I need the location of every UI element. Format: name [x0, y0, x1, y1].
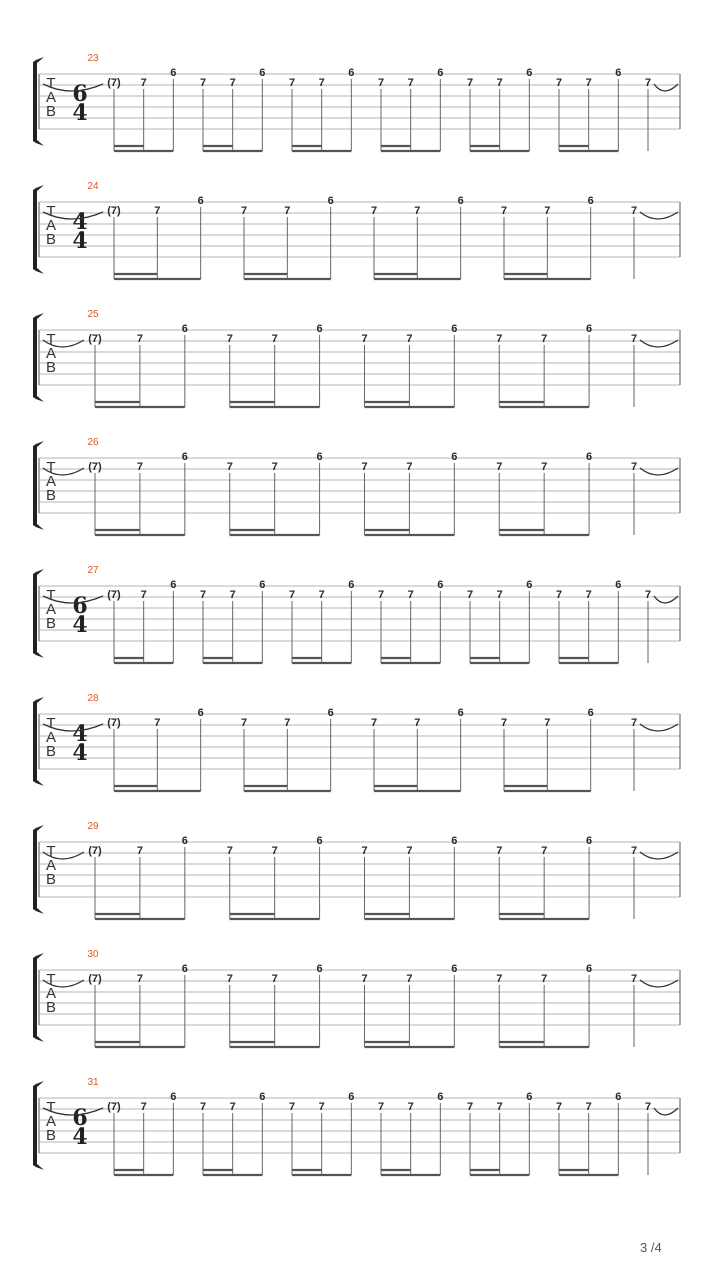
- fret-number: 7: [406, 973, 413, 985]
- fret-number: 7: [361, 333, 368, 345]
- fret-number-tied: (7): [88, 845, 102, 857]
- fret-number: 6: [259, 67, 266, 79]
- fret-number: 7: [140, 77, 147, 89]
- fret-number: 7: [496, 77, 503, 89]
- fret-number: 6: [451, 323, 458, 335]
- measure-number: 25: [87, 309, 99, 320]
- fret-number: 7: [406, 461, 413, 473]
- fret-number: 7: [318, 1101, 325, 1113]
- fret-number: 7: [140, 1101, 147, 1113]
- fret-number: 6: [615, 579, 622, 591]
- fret-number: 7: [361, 461, 368, 473]
- fret-number: 7: [644, 77, 652, 89]
- fret-number: 6: [437, 579, 444, 591]
- fret-number: 7: [271, 333, 278, 345]
- fret-number: 7: [414, 717, 421, 729]
- fret-number: 7: [136, 845, 143, 857]
- fret-number: 6: [327, 707, 334, 719]
- measure-number: 23: [87, 53, 99, 64]
- measure-number: 31: [87, 1077, 99, 1088]
- fret-number: 7: [226, 973, 233, 985]
- fret-number: 7: [630, 845, 638, 857]
- fret-number: 6: [327, 195, 334, 207]
- tab-letter: T: [46, 843, 56, 860]
- fret-number: 7: [555, 1101, 563, 1113]
- fret-number: 7: [229, 589, 236, 601]
- tab-letter: B: [45, 487, 57, 504]
- fret-number-tied: (7): [88, 461, 102, 473]
- fret-number: 7: [541, 845, 548, 857]
- fret-number: 7: [140, 589, 147, 601]
- time-signature-top: 6: [72, 81, 88, 107]
- fret-number: 7: [407, 1101, 414, 1113]
- time-signature-top: 6: [72, 593, 88, 619]
- tab-letter: A: [45, 729, 57, 746]
- fret-number: 6: [457, 195, 464, 207]
- fret-number: 6: [170, 1091, 177, 1103]
- fret-number: 7: [544, 717, 551, 729]
- fret-number-tied: (7): [107, 1101, 121, 1113]
- fret-number-tied: (7): [107, 717, 121, 729]
- tab-letter: B: [45, 999, 57, 1016]
- fret-number: 6: [316, 835, 323, 847]
- fret-number: 7: [466, 589, 474, 601]
- fret-number: 7: [271, 845, 278, 857]
- fret-number: 6: [181, 835, 188, 847]
- fret-number: 7: [318, 77, 325, 89]
- fret-number: 6: [451, 451, 458, 463]
- measure-number: 24: [87, 181, 99, 192]
- fret-number: 7: [240, 205, 248, 217]
- fret-number: 6: [587, 707, 594, 719]
- fret-number: 6: [451, 963, 458, 975]
- fret-number: 7: [199, 77, 207, 89]
- tab-letter: B: [45, 743, 57, 760]
- fret-number: 7: [585, 77, 592, 89]
- fret-number: 6: [586, 835, 593, 847]
- fret-number: 6: [181, 451, 188, 463]
- fret-number: 7: [496, 461, 503, 473]
- tab-letter: B: [45, 103, 57, 120]
- fret-number: 7: [229, 1101, 236, 1113]
- fret-number: 6: [437, 67, 444, 79]
- fret-number: 7: [466, 1101, 474, 1113]
- fret-number: 7: [414, 205, 421, 217]
- tab-letter: B: [45, 871, 57, 888]
- fret-number: 7: [199, 589, 207, 601]
- fret-number: 7: [407, 589, 414, 601]
- tab-letter: T: [46, 1099, 56, 1116]
- fret-number: 7: [555, 589, 563, 601]
- fret-number: 7: [318, 589, 325, 601]
- tab-letter: T: [46, 715, 56, 732]
- tab-letter: B: [45, 615, 57, 632]
- time-signature-top: 6: [72, 1105, 88, 1131]
- fret-number: 7: [496, 845, 503, 857]
- time-signature-bottom: 4: [72, 740, 88, 766]
- fret-number: 7: [585, 1101, 592, 1113]
- fret-number: 6: [437, 1091, 444, 1103]
- fret-number: 6: [586, 323, 593, 335]
- fret-number: 7: [500, 717, 508, 729]
- fret-number: 7: [496, 1101, 503, 1113]
- fret-number: 6: [526, 1091, 533, 1103]
- tab-letter: T: [46, 971, 56, 988]
- time-signature-top: 4: [72, 721, 88, 747]
- fret-number: 7: [585, 589, 592, 601]
- fret-number: 7: [271, 973, 278, 985]
- fret-number: 6: [316, 323, 323, 335]
- tab-letter: B: [45, 359, 57, 376]
- tab-letter: A: [45, 89, 57, 106]
- fret-number: 7: [199, 1101, 207, 1113]
- fret-number: 7: [496, 973, 503, 985]
- fret-number: 7: [226, 845, 233, 857]
- measure-number: 26: [87, 437, 99, 448]
- fret-number-tied: (7): [107, 589, 121, 601]
- fret-number: 7: [466, 77, 474, 89]
- time-signature-bottom: 4: [72, 612, 88, 638]
- fret-number: 6: [615, 1091, 622, 1103]
- fret-number: 6: [316, 451, 323, 463]
- fret-number: 7: [226, 333, 233, 345]
- fret-number: 7: [541, 973, 548, 985]
- tab-letter: A: [45, 473, 57, 490]
- fret-number-tied: (7): [107, 77, 121, 89]
- fret-number: 7: [500, 205, 508, 217]
- fret-number: 6: [181, 323, 188, 335]
- fret-number: 7: [370, 717, 378, 729]
- fret-number-tied: (7): [88, 973, 102, 985]
- fret-number: 7: [361, 973, 368, 985]
- fret-number: 7: [284, 205, 291, 217]
- fret-number: 7: [406, 845, 413, 857]
- fret-number: 7: [630, 461, 638, 473]
- fret-number: 7: [630, 333, 638, 345]
- tab-letter: T: [46, 75, 56, 92]
- tab-letter: B: [45, 1127, 57, 1144]
- measure-number: 27: [87, 565, 99, 576]
- fret-number: 6: [197, 195, 204, 207]
- fret-number: 6: [526, 579, 533, 591]
- fret-number: 6: [181, 963, 188, 975]
- fret-number: 7: [555, 77, 563, 89]
- fret-number: 6: [316, 963, 323, 975]
- fret-number: 7: [288, 589, 296, 601]
- fret-number: 7: [154, 205, 161, 217]
- fret-number: 7: [154, 717, 161, 729]
- fret-number: 7: [226, 461, 233, 473]
- fret-number: 7: [406, 333, 413, 345]
- fret-number: 7: [370, 205, 378, 217]
- tab-letter: A: [45, 217, 57, 234]
- fret-number: 7: [644, 1101, 652, 1113]
- page-number: 3 /4: [640, 1240, 662, 1255]
- fret-number: 6: [587, 195, 594, 207]
- fret-number: 7: [630, 205, 638, 217]
- fret-number-tied: (7): [107, 205, 121, 217]
- fret-number: 7: [136, 461, 143, 473]
- fret-number: 6: [348, 1091, 355, 1103]
- fret-number: 6: [197, 707, 204, 719]
- fret-number: 7: [271, 461, 278, 473]
- fret-number: 6: [170, 579, 177, 591]
- fret-number: 6: [457, 707, 464, 719]
- fret-number: 7: [496, 333, 503, 345]
- tab-letter: A: [45, 857, 57, 874]
- fret-number: 7: [630, 717, 638, 729]
- fret-number: 6: [259, 579, 266, 591]
- fret-number: 7: [136, 973, 143, 985]
- fret-number: 6: [586, 963, 593, 975]
- fret-number: 7: [288, 77, 296, 89]
- tab-letter: T: [46, 203, 56, 220]
- fret-number: 6: [586, 451, 593, 463]
- measure-number: 28: [87, 693, 99, 704]
- fret-number: 6: [259, 1091, 266, 1103]
- fret-number: 6: [170, 67, 177, 79]
- fret-number: 7: [644, 589, 652, 601]
- tab-letter: T: [46, 331, 56, 348]
- fret-number: 7: [229, 77, 236, 89]
- time-signature-bottom: 4: [72, 1124, 88, 1150]
- tab-letter: A: [45, 985, 57, 1002]
- fret-number: 6: [348, 67, 355, 79]
- tab-letter: B: [45, 231, 57, 248]
- tab-letter: A: [45, 601, 57, 618]
- time-signature-bottom: 4: [72, 228, 88, 254]
- fret-number: 7: [377, 77, 385, 89]
- tab-letter: T: [46, 587, 56, 604]
- fret-number: 7: [407, 77, 414, 89]
- time-signature-bottom: 4: [72, 100, 88, 126]
- fret-number: 7: [377, 1101, 385, 1113]
- tab-letter: A: [45, 345, 57, 362]
- fret-number: 6: [451, 835, 458, 847]
- fret-number: 7: [496, 589, 503, 601]
- tab-letter: T: [46, 459, 56, 476]
- fret-number: 6: [615, 67, 622, 79]
- fret-number: 7: [136, 333, 143, 345]
- fret-number: 7: [240, 717, 248, 729]
- fret-number: 7: [544, 205, 551, 217]
- fret-number: 7: [541, 461, 548, 473]
- fret-number: 6: [526, 67, 533, 79]
- fret-number: 6: [348, 579, 355, 591]
- measure-number: 29: [87, 821, 99, 832]
- fret-number: 7: [541, 333, 548, 345]
- fret-number: 7: [361, 845, 368, 857]
- tab-letter: A: [45, 1113, 57, 1130]
- fret-number: 7: [284, 717, 291, 729]
- time-signature-top: 4: [72, 209, 88, 235]
- fret-number-tied: (7): [88, 333, 102, 345]
- fret-number: 7: [630, 973, 638, 985]
- measure-number: 30: [87, 949, 99, 960]
- fret-number: 7: [377, 589, 385, 601]
- fret-number: 7: [288, 1101, 296, 1113]
